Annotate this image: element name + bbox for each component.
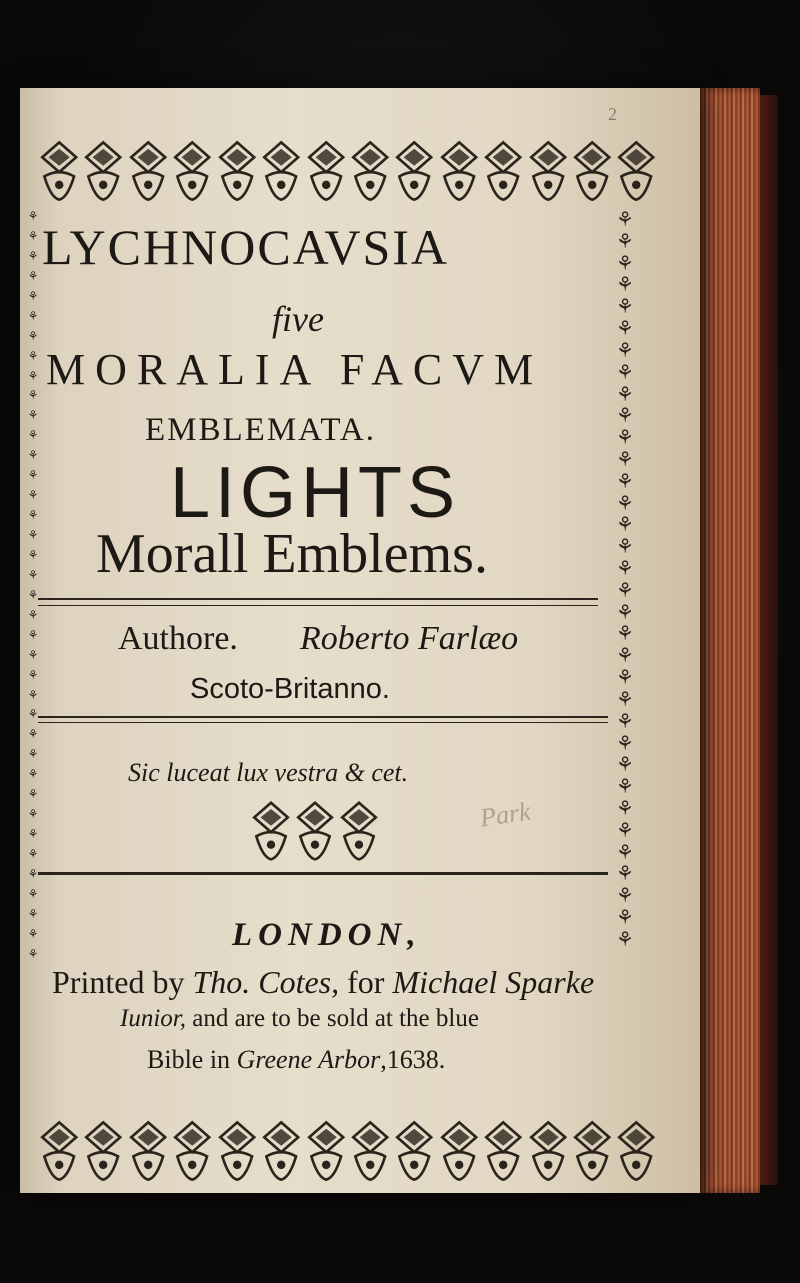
publisher-name: Michael Sparke <box>392 964 595 1000</box>
fleuron-ornament-icon <box>127 1118 169 1182</box>
divider-rule <box>38 872 608 875</box>
fleuron-ornament-icon <box>250 795 292 865</box>
flower-border-icon: ⚘ <box>27 847 39 861</box>
imprint-date: ,1638. <box>380 1045 446 1074</box>
divider-rule <box>38 598 598 600</box>
flower-border-icon: ⚘ <box>27 468 39 483</box>
fleuron-ornament-icon <box>527 138 569 202</box>
flower-border-icon: ⚘ <box>27 926 39 941</box>
flower-border-icon: ⚘ <box>616 667 634 690</box>
imprint-text: Iunior, <box>120 1005 186 1032</box>
fleuron-ornament-icon <box>393 138 435 202</box>
flower-border-icon: ⚘ <box>616 427 634 450</box>
flower-border-icon: ⚘ <box>27 308 39 323</box>
imprint-place: LONDON, <box>232 917 422 953</box>
flower-border-icon: ⚘ <box>616 558 634 580</box>
flower-border-icon: ⚘ <box>27 288 39 303</box>
right-flower-border <box>610 210 640 950</box>
flower-border-icon: ⚘ <box>27 886 39 901</box>
fleuron-ornament-icon <box>260 1118 302 1182</box>
fleuron-ornament-icon <box>216 138 258 202</box>
imprint-text: Bible in <box>147 1045 237 1074</box>
fleuron-ornament-icon <box>438 1118 480 1182</box>
flower-border-icon: ⚘ <box>616 928 634 951</box>
page-edges <box>700 88 760 1193</box>
title-lights: LIGHTS <box>170 453 461 533</box>
flower-border-icon: ⚘ <box>27 248 39 263</box>
title-emblemata: EMBLEMATA. <box>145 412 376 448</box>
fleuron-ornament-icon <box>216 1118 258 1182</box>
fleuron-ornament-icon <box>127 138 169 202</box>
fleuron-ornament-icon <box>171 1118 213 1182</box>
flower-border-icon: ⚘ <box>616 623 634 646</box>
flower-border-icon: ⚘ <box>616 841 634 864</box>
flower-border-icon: ⚘ <box>27 528 39 542</box>
printer-name: Tho. Cotes, <box>192 964 340 1000</box>
flower-border-icon: ⚘ <box>27 787 39 802</box>
flower-border-icon: ⚘ <box>27 368 39 383</box>
flower-border-icon: ⚘ <box>27 687 39 702</box>
flower-border-icon: ⚘ <box>27 946 39 961</box>
divider-rule <box>38 605 598 606</box>
author-origin: Scoto-Britanno. <box>190 673 390 705</box>
fleuron-ornament-icon <box>571 1118 613 1182</box>
flower-border-icon: ⚘ <box>27 209 39 223</box>
flower-border-icon: ⚘ <box>27 547 39 562</box>
flower-border-icon: ⚘ <box>616 579 634 602</box>
flower-border-icon: ⚘ <box>616 863 634 886</box>
flower-border-icon: ⚘ <box>27 488 39 503</box>
flower-border-icon: ⚘ <box>27 348 39 363</box>
flower-border-icon: ⚘ <box>616 318 634 341</box>
imprint-line-3 <box>147 1045 445 1075</box>
flower-border-icon: ⚘ <box>27 667 39 682</box>
flower-border-icon: ⚘ <box>27 767 39 782</box>
fleuron-ornament-icon <box>171 138 213 202</box>
title-moralia-facum: MORALIA FACVM <box>46 345 544 394</box>
flower-border-icon: ⚘ <box>616 252 634 275</box>
fleuron-ornament-icon <box>527 1118 569 1182</box>
flower-border-icon: ⚘ <box>616 797 634 820</box>
bottom-ornament-border <box>38 1118 658 1182</box>
flower-border-icon: ⚘ <box>616 514 634 537</box>
fleuron-ornament-icon <box>482 1118 524 1182</box>
flower-border-icon: ⚘ <box>27 448 39 463</box>
fleuron-ornament-icon <box>305 138 347 202</box>
fleuron-ornament-icon <box>38 1118 80 1182</box>
flower-border-icon: ⚘ <box>616 339 634 362</box>
flower-border-icon: ⚘ <box>27 906 39 921</box>
fleuron-ornament-icon <box>338 795 380 865</box>
motto: Sic luceat lux vestra & cet. <box>128 758 409 787</box>
flower-border-icon: ⚘ <box>616 209 634 231</box>
flower-border-icon: ⚘ <box>616 907 634 929</box>
flower-border-icon: ⚘ <box>27 587 39 602</box>
flower-border-icon: ⚘ <box>27 508 39 523</box>
imprint-text: and are to be sold at the blue <box>185 1005 479 1032</box>
divider-rule <box>38 722 608 723</box>
author-prefix: Authore. <box>118 620 238 657</box>
flower-border-icon: ⚘ <box>27 866 39 881</box>
flower-border-icon: ⚘ <box>616 383 634 406</box>
flower-border-icon: ⚘ <box>616 536 634 559</box>
title-sive: five <box>272 299 324 339</box>
flower-border-icon: ⚘ <box>27 727 39 742</box>
center-ornament <box>250 795 380 865</box>
fleuron-ornament-icon <box>305 1118 347 1182</box>
imprint-line-1 <box>52 964 594 1001</box>
flower-border-icon: ⚘ <box>616 230 634 253</box>
flower-border-icon: ⚘ <box>27 607 39 622</box>
flower-border-icon: ⚘ <box>27 827 39 842</box>
flower-border-icon: ⚘ <box>616 710 634 733</box>
flower-border-icon: ⚘ <box>27 567 39 582</box>
flower-border-icon: ⚘ <box>27 707 39 722</box>
flower-border-icon: ⚘ <box>616 885 634 908</box>
fleuron-ornament-icon <box>571 138 613 202</box>
flower-border-icon: ⚘ <box>27 807 39 822</box>
flower-border-icon: ⚘ <box>27 428 39 443</box>
fleuron-ornament-icon <box>615 1118 657 1182</box>
handwritten-note: Park <box>478 796 533 833</box>
flower-border-icon: ⚘ <box>616 470 634 493</box>
title-latin: LYCHNOCAVSIA <box>42 219 450 275</box>
imprint-location: Greene Arbor <box>236 1045 381 1074</box>
flower-border-icon: ⚘ <box>27 408 39 423</box>
fleuron-ornament-icon <box>482 138 524 202</box>
book-cover-edge <box>760 95 778 1185</box>
author-name: Roberto Farlæo <box>300 620 519 657</box>
left-flower-border <box>26 210 40 960</box>
fleuron-ornament-icon <box>294 795 336 865</box>
flower-border-icon: ⚘ <box>616 405 634 428</box>
flower-border-icon: ⚘ <box>27 627 39 642</box>
flower-border-icon: ⚘ <box>27 388 39 403</box>
fleuron-ornament-icon <box>82 1118 124 1182</box>
fleuron-ornament-icon <box>260 138 302 202</box>
flower-border-icon: ⚘ <box>616 492 634 515</box>
divider-rule <box>38 716 608 718</box>
bottom-shadow <box>0 1193 800 1283</box>
page-mark: 2 <box>608 104 617 124</box>
fleuron-ornament-icon <box>615 138 657 202</box>
flower-border-icon: ⚘ <box>616 645 634 668</box>
fleuron-ornament-icon <box>38 138 80 202</box>
fleuron-ornament-icon <box>393 1118 435 1182</box>
fleuron-ornament-icon <box>349 138 391 202</box>
flower-border-icon: ⚘ <box>616 601 634 624</box>
flower-border-icon: ⚘ <box>27 647 39 662</box>
flower-border-icon: ⚘ <box>616 448 634 471</box>
flower-border-icon: ⚘ <box>616 361 634 384</box>
flower-border-icon: ⚘ <box>616 274 634 297</box>
fleuron-ornament-icon <box>349 1118 391 1182</box>
imprint-text: for <box>339 964 393 1000</box>
flower-border-icon: ⚘ <box>616 688 634 711</box>
imprint-line-2 <box>120 1005 479 1033</box>
flower-border-icon: ⚘ <box>27 228 39 243</box>
title-morall-emblems: Morall Emblems. <box>96 523 488 585</box>
flower-border-icon: ⚘ <box>616 819 634 842</box>
top-ornament-border <box>38 138 658 202</box>
flower-border-icon: ⚘ <box>616 754 634 777</box>
flower-border-icon: ⚘ <box>27 268 39 283</box>
flower-border-icon: ⚘ <box>27 747 39 762</box>
flower-border-icon: ⚘ <box>27 328 39 343</box>
imprint-text: Printed by <box>52 964 193 1000</box>
flower-border-icon: ⚘ <box>616 296 634 319</box>
fleuron-ornament-icon <box>438 138 480 202</box>
flower-border-icon: ⚘ <box>616 776 634 799</box>
fleuron-ornament-icon <box>82 138 124 202</box>
flower-border-icon: ⚘ <box>616 732 634 755</box>
